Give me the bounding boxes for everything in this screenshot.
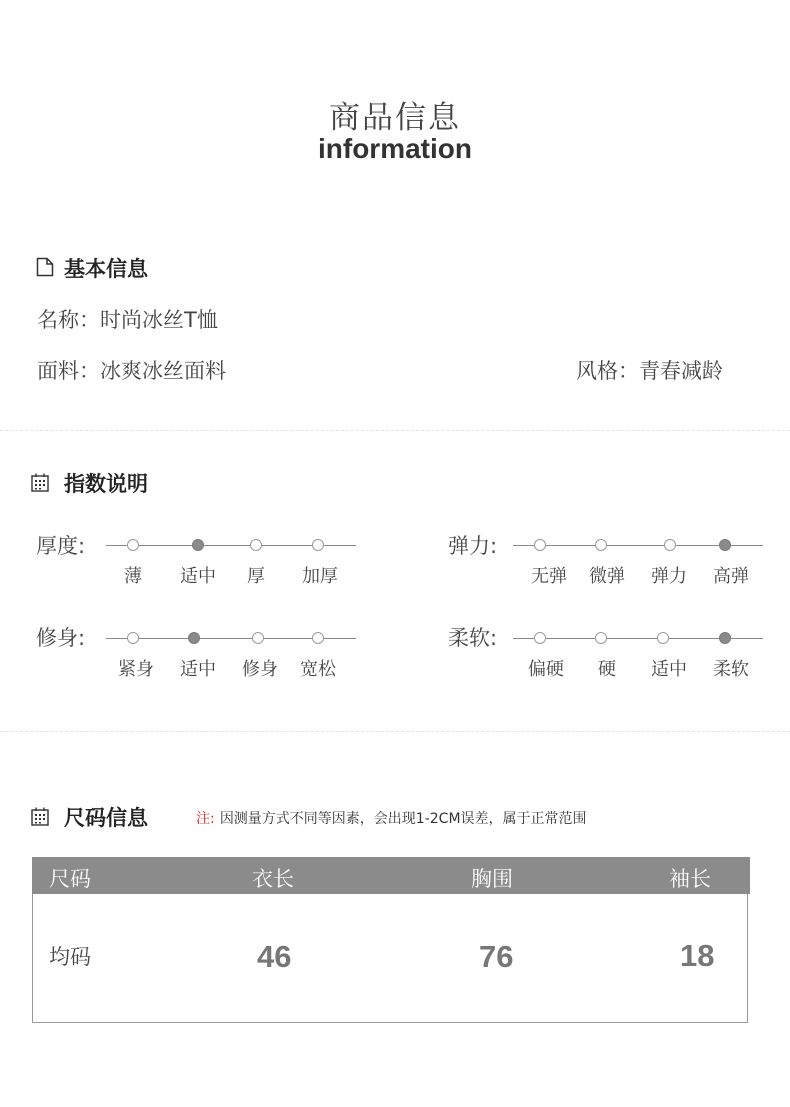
calendar-grid-icon <box>31 807 49 827</box>
note-text: 因测量方式不同等因素，会出现1-2CM误差，属于正常范围 <box>219 811 587 827</box>
cell-chest: 76 <box>479 939 514 974</box>
name-value: 时尚冰丝T恤 <box>100 308 218 332</box>
page-title-en: information <box>318 133 472 164</box>
elasticity-dot <box>595 539 607 551</box>
style-label: 风格： <box>576 359 639 383</box>
thickness-option: 厚 <box>247 566 265 587</box>
style-row <box>576 355 723 385</box>
thickness-dot <box>250 539 262 551</box>
document-icon <box>36 257 54 277</box>
cell-size: 均码 <box>49 945 91 969</box>
elasticity-dot-selected <box>719 539 731 551</box>
fabric-label: 面料： <box>37 359 100 383</box>
calendar-grid-icon <box>31 473 49 493</box>
softness-dot <box>534 632 546 644</box>
softness-option: 柔软 <box>713 659 749 680</box>
size-note <box>196 808 587 828</box>
elasticity-dot <box>664 539 676 551</box>
fabric-row <box>37 355 226 385</box>
thickness-dot <box>312 539 324 551</box>
fabric-value: 冰爽冰丝面料 <box>100 359 226 383</box>
elasticity-option: 微弹 <box>589 566 625 587</box>
thickness-option: 适中 <box>180 566 216 587</box>
elasticity-label: 弹力: <box>448 534 498 558</box>
name-label: 名称： <box>37 308 100 332</box>
header-sleeve: 袖长 <box>669 867 711 891</box>
size-table-header <box>32 857 750 894</box>
thickness-dot-selected <box>192 539 204 551</box>
elasticity-option: 弹力 <box>651 566 687 587</box>
fit-dot-selected <box>188 632 200 644</box>
fit-option: 修身 <box>242 659 278 680</box>
fit-option: 适中 <box>180 659 216 680</box>
page-title-cn: 商品信息 <box>329 100 461 136</box>
size-info-title: 尺码信息 <box>64 806 148 830</box>
thickness-dot <box>127 539 139 551</box>
thickness-option: 加厚 <box>302 566 338 587</box>
elasticity-option: 无弹 <box>531 566 567 587</box>
style-value: 青春减龄 <box>639 359 723 383</box>
divider <box>0 731 790 732</box>
header-size: 尺码 <box>49 867 91 891</box>
note-label: 注: <box>196 811 215 827</box>
fit-dot <box>312 632 324 644</box>
fit-dot <box>252 632 264 644</box>
elasticity-dot <box>534 539 546 551</box>
header-length: 衣长 <box>252 867 294 891</box>
softness-option: 偏硬 <box>528 659 564 680</box>
fit-option: 宽松 <box>300 659 336 680</box>
thickness-label: 厚度: <box>36 534 86 558</box>
cell-sleeve: 18 <box>680 938 715 973</box>
softness-dot <box>657 632 669 644</box>
header-chest: 胸围 <box>471 867 513 891</box>
fit-dot <box>127 632 139 644</box>
basic-info-title: 基本信息 <box>64 257 148 281</box>
size-table <box>32 857 748 1023</box>
fit-option: 紧身 <box>118 659 154 680</box>
fit-label: 修身: <box>36 626 86 650</box>
elasticity-option: 高弹 <box>713 566 749 587</box>
name-row <box>37 304 218 334</box>
cell-length: 46 <box>257 939 292 974</box>
softness-option: 硬 <box>598 659 616 680</box>
index-title: 指数说明 <box>64 472 148 496</box>
softness-dot-selected <box>719 632 731 644</box>
thickness-option: 薄 <box>124 566 142 587</box>
softness-option: 适中 <box>651 659 687 680</box>
softness-label: 柔软: <box>448 626 498 650</box>
softness-dot <box>595 632 607 644</box>
divider <box>0 430 790 431</box>
